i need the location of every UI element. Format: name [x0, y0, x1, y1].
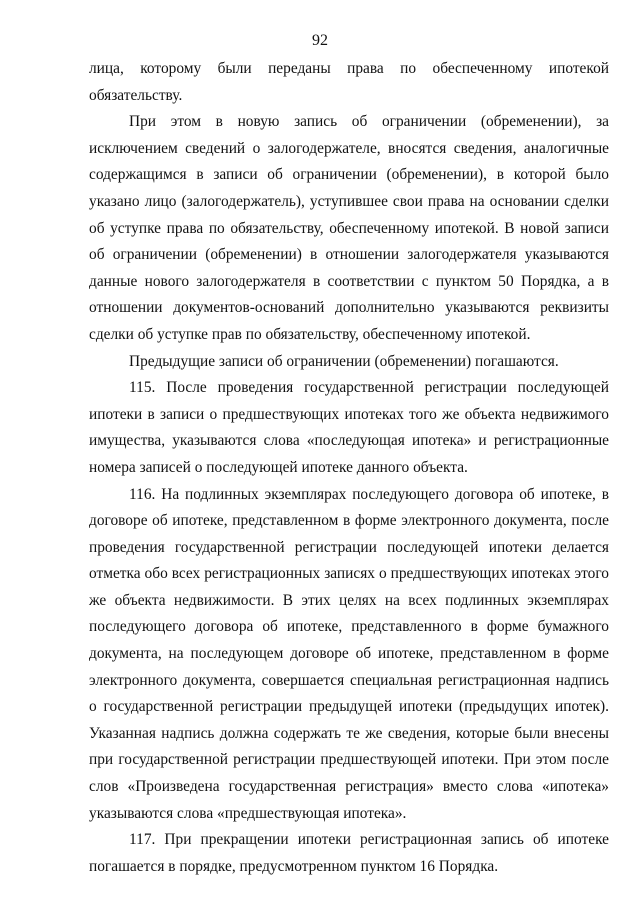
paragraph-item-117: 117. При прекращении ипотеки регистрационная запись об ипотеке погашается в порядке, предусмотренном пунктом 16 Порядка. [89, 831, 609, 875]
page-number: 92 [312, 32, 328, 49]
paragraph-previous-records: Предыдущие записи об ограничении (обременении) погашаются. [129, 352, 559, 370]
paragraph-item-116: 116. На подлинных экземплярах последующего договора об ипотеке, в договоре об ипотеке, представленном в форме электронного документа, после проведения государственной регистрации последующей ипотеки делается отметка обо всех регистрационных записях о предшествующих ипотеках этого же объекта недвижимости. В этих целях на всех подлинных экземплярах последующего договора об ипотеке, представленного в форме бумажного документа, на последующем договоре об ипотеке, представленном в форме электронного документа, совершается специальная регистрационная надпись о государственной регистрации предыдущей ипотеки (предыдущих ипотек). Указанная надпись должна содержать те же сведения, которые были внесены при государственной регистрации предшествующей ипотеки. При этом после слов «Произведена государственная регистрация» вместо слова «ипотека» указываются слова «предшествующая ипотека». [89, 485, 609, 822]
document-body [89, 56, 609, 880]
paragraph-continuation: лица, которому были переданы права по обеспеченному ипотекой обязательству. [89, 60, 609, 104]
paragraph-new-record-details: При этом в новую запись об ограничении (обременении), за исключением сведений о залогодержателе, вносятся сведения, аналогичные содержащимся в записи об ограничении (обременении), в которой было указано лицо (залогодержатель), уступившее свои права на основании сделки об уступке права по обязательству, обеспеченному ипотекой. В новой записи об ограничении (обременении) в отношении залогодержателя указываются данные нового залогодержателя в соответствии с пунктом 50 Порядка, а в отношении документов-оснований дополнительно указываются реквизиты сделки об уступке прав по обязательству, обеспеченному ипотекой. [89, 113, 609, 343]
paragraph-item-115: 115. После проведения государственной регистрации последующей ипотеки в записи о предшествующих ипотеках того же объекта недвижимого имущества, указываются слова «последующая ипотека» и регистрационные номера записей о последующей ипотеке данного объекта. [89, 379, 609, 476]
